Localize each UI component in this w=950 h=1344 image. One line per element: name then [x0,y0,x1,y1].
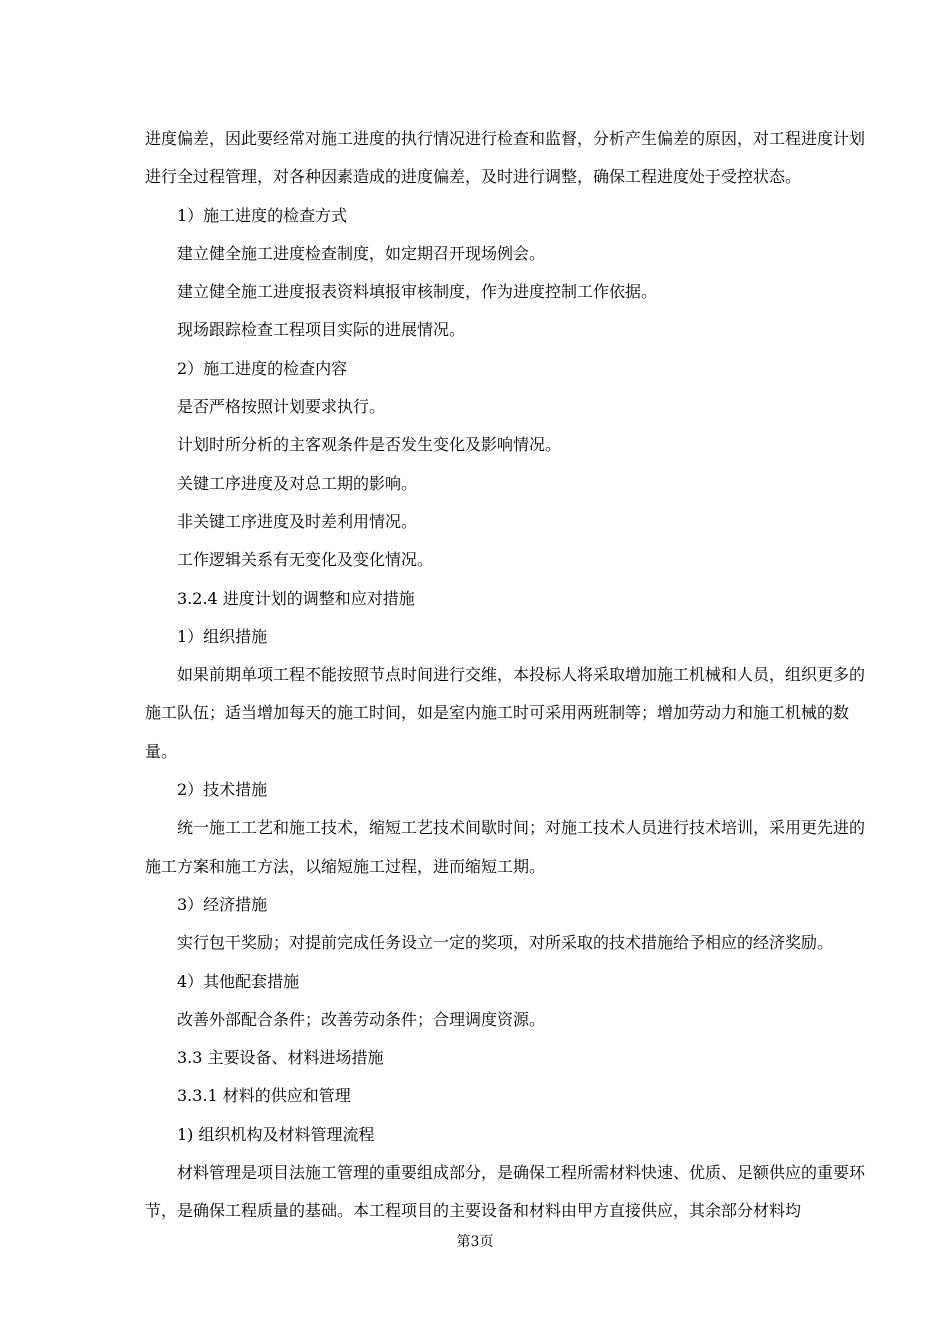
paragraph: 计划时所分析的主客观条件是否发生变化及影响情况。 [177,435,562,455]
paragraph: 4）其他配套措施 [177,971,300,991]
document-body [145,120,865,1231]
paragraph: 3.3 主要设备、材料进场措施 [177,1048,384,1068]
paragraph: 3）经济措施 [177,894,268,914]
paragraph: 工作逻辑关系有无变化及变化情况。 [177,550,434,570]
page-number: 第3页 [456,1234,494,1250]
paragraph: 材料管理是项目法施工管理的重要组成部分，是确保工程所需材料快速、优质、足额供应的重要环节，是确保工程质量的基础。本工程项目的主要设备和材料由甲方直接供应，其余部分材料均 [145,1163,866,1221]
paragraph: 非关键工序进度及时差利用情况。 [177,511,418,531]
paragraph: 关键工序进度及对总工期的影响。 [177,473,418,493]
paragraph: 1）施工进度的检查方式 [177,205,348,225]
paragraph: 1）组织措施 [177,626,268,646]
paragraph: 进度偏差，因此要经常对施工进度的执行情况进行检查和监督，分析产生偏差的原因，对工程进度计划进行全过程管理，对各种因素造成的进度偏差，及时进行调整，确保工程进度处于受控状态。 [145,129,866,187]
paragraph: 统一施工工艺和施工技术，缩短工艺技术间歇时间；对施工技术人员进行技术培训，采用更先进的施工方案和施工方法，以缩短施工过程，进而缩短工期。 [145,818,866,876]
paragraph: 2）施工进度的检查内容 [177,358,348,378]
paragraph: 建立健全施工进度报表资料填报审核制度，作为进度控制工作依据。 [177,282,658,302]
paragraph: 如果前期单项工程不能按照节点时间进行交维，本投标人将采取增加施工机械和人员，组织更多的施工队伍；适当增加每天的施工时间，如是室内施工时可采用两班制等；增加劳动力和施工机械的数量。 [145,665,866,761]
paragraph: 3.2.4 进度计划的调整和应对措施 [177,588,415,608]
paragraph: 建立健全施工进度检查制度，如定期召开现场例会。 [177,243,546,263]
paragraph: 1) 组织机构及材料管理流程 [177,1124,375,1144]
paragraph: 2）技术措施 [177,780,268,800]
paragraph: 改善外部配合条件；改善劳动条件；合理调度资源。 [177,1009,546,1029]
paragraph: 3.3.1 材料的供应和管理 [177,1086,351,1106]
paragraph: 现场跟踪检查工程项目实际的进展情况。 [177,320,466,340]
paragraph: 是否严格按照计划要求执行。 [177,397,386,417]
paragraph: 实行包干奖励；对提前完成任务设立一定的奖项，对所采取的技术措施给予相应的经济奖励。 [177,933,834,953]
